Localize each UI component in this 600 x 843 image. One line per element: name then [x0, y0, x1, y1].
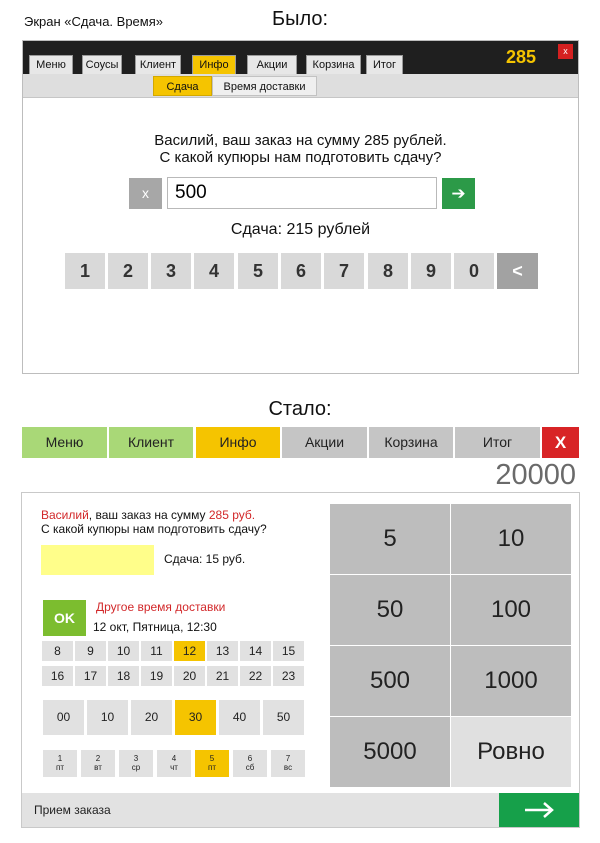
old-key-0[interactable]: 0 [454, 253, 494, 289]
weekday-cell[interactable] [43, 750, 77, 777]
bill-button[interactable]: 50 [330, 575, 450, 645]
new-message-line1 [41, 508, 255, 522]
new-close-button[interactable]: X [542, 427, 579, 458]
order-amount: 285 руб. [208, 508, 256, 522]
weekday-name: вт [94, 763, 102, 772]
day-cell[interactable]: 22 [240, 666, 271, 686]
old-tab-client[interactable]: Клиент [135, 55, 181, 74]
new-section-title: Стало: [268, 398, 332, 420]
old-key-8[interactable]: 8 [368, 253, 408, 289]
new-tab-promo[interactable]: Акции [282, 427, 367, 458]
day-cell[interactable]: 17 [75, 666, 106, 686]
old-section-title: Было: [271, 8, 329, 30]
arrow-right-icon: ➔ [451, 184, 466, 203]
minute-cell[interactable]: 50 [263, 700, 304, 735]
other-delivery-time-link[interactable]: Другое время доставки [96, 600, 226, 614]
bottom-status-label: Прием заказа [34, 803, 111, 817]
minute-cell[interactable]: 00 [43, 700, 84, 735]
bill-button[interactable]: 1000 [451, 646, 571, 716]
old-key-9[interactable]: 9 [411, 253, 451, 289]
day-cell[interactable]: 19 [141, 666, 172, 686]
old-close-button[interactable]: x [558, 44, 573, 59]
old-key-2[interactable]: 2 [108, 253, 148, 289]
delivery-datetime: 12 окт, Пятница, 12:30 [93, 620, 217, 634]
day-cell[interactable]: 13 [207, 641, 238, 661]
bill-button[interactable]: 100 [451, 575, 571, 645]
change-text: Сдача: 15 руб. [164, 552, 246, 566]
old-tab-info[interactable]: Инфо [192, 55, 236, 74]
old-bill-input[interactable] [167, 177, 437, 209]
bill-button[interactable]: 10 [451, 504, 571, 574]
old-confirm-button[interactable] [442, 178, 475, 209]
old-clear-button[interactable]: x [129, 178, 162, 209]
weekday-number: 4 [171, 754, 177, 763]
day-cell[interactable]: 12 [174, 641, 205, 661]
weekday-number: 5 [209, 754, 215, 763]
old-subtab-delivery-time[interactable]: Время доставки [212, 76, 317, 96]
bill-button[interactable]: 5000 [330, 717, 450, 787]
new-order-total: 20000 [495, 459, 576, 491]
weekday-cell[interactable] [157, 750, 191, 777]
submit-button[interactable] [499, 793, 579, 827]
day-cell[interactable]: 11 [141, 641, 172, 661]
old-tab-promo[interactable]: Акции [247, 55, 297, 74]
bill-button[interactable]: 5 [330, 504, 450, 574]
old-key-backspace[interactable]: < [497, 253, 538, 289]
bill-button[interactable]: 500 [330, 646, 450, 716]
old-tab-cart[interactable]: Корзина [306, 55, 361, 74]
new-tab-cart[interactable]: Корзина [369, 427, 453, 458]
weekday-number: 6 [247, 754, 253, 763]
day-cell[interactable]: 18 [108, 666, 139, 686]
old-key-6[interactable]: 6 [281, 253, 321, 289]
weekday-number: 2 [95, 754, 101, 763]
weekday-name: чт [170, 763, 178, 772]
old-message-line2: С какой купюры нам подготовить сдачу? [159, 149, 442, 166]
bill-amount-input[interactable] [41, 545, 154, 575]
new-tab-client[interactable]: Клиент [109, 427, 193, 458]
message-text: , ваш заказ на сумму [88, 508, 209, 522]
new-tab-info[interactable]: Инфо [196, 427, 280, 458]
weekday-name: пт [56, 763, 64, 772]
old-message-line1: Василий, ваш заказ на сумму 285 рублей. [154, 132, 447, 149]
new-message-line2: С какой купюры нам подготовить сдачу? [41, 522, 267, 536]
minute-cell[interactable]: 10 [87, 700, 128, 735]
old-tab-total[interactable]: Итог [366, 55, 403, 74]
old-topbar [23, 41, 578, 74]
minute-cell[interactable]: 30 [175, 700, 216, 735]
bill-button[interactable]: Ровно [451, 717, 571, 787]
weekday-number: 3 [133, 754, 139, 763]
old-subtab-change[interactable]: Сдача [153, 76, 212, 96]
day-cell[interactable]: 20 [174, 666, 205, 686]
day-cell[interactable]: 16 [42, 666, 73, 686]
old-key-3[interactable]: 3 [151, 253, 191, 289]
weekday-cell[interactable] [81, 750, 115, 777]
day-cell[interactable]: 15 [273, 641, 304, 661]
new-tab-total[interactable]: Итог [455, 427, 540, 458]
weekday-name: ср [131, 763, 141, 772]
arrow-right-icon [499, 793, 579, 827]
day-cell[interactable]: 8 [42, 641, 73, 661]
minute-cell[interactable]: 20 [131, 700, 172, 735]
weekday-cell[interactable] [195, 750, 229, 777]
new-tab-menu[interactable]: Меню [22, 427, 107, 458]
weekday-number: 1 [57, 754, 63, 763]
old-tab-sauces[interactable]: Соусы [82, 55, 122, 74]
old-change-text: Сдача: 215 рублей [230, 221, 371, 238]
old-order-total: 285 [505, 47, 536, 67]
weekday-cell[interactable] [119, 750, 153, 777]
day-cell[interactable]: 23 [273, 666, 304, 686]
old-subtab-bar [23, 74, 578, 98]
old-tab-menu[interactable]: Меню [29, 55, 73, 74]
weekday-cell[interactable] [271, 750, 305, 777]
weekday-name: пт [208, 763, 216, 772]
old-key-4[interactable]: 4 [194, 253, 234, 289]
old-key-7[interactable]: 7 [324, 253, 364, 289]
screen-caption: Экран «Сдача. Время» [24, 14, 163, 29]
ok-button[interactable]: OK [43, 600, 86, 636]
weekday-number: 7 [285, 754, 291, 763]
day-cell[interactable]: 10 [108, 641, 139, 661]
old-screen [22, 40, 579, 374]
weekday-cell[interactable] [233, 750, 267, 777]
minute-cell[interactable]: 40 [219, 700, 260, 735]
weekday-name: вс [283, 763, 293, 772]
day-cell[interactable]: 14 [240, 641, 271, 661]
weekday-name: сб [245, 763, 255, 772]
customer-name: Василий [41, 508, 89, 522]
old-key-1[interactable]: 1 [65, 253, 105, 289]
day-cell[interactable]: 9 [75, 641, 106, 661]
day-cell[interactable]: 21 [207, 666, 238, 686]
old-key-5[interactable]: 5 [238, 253, 278, 289]
